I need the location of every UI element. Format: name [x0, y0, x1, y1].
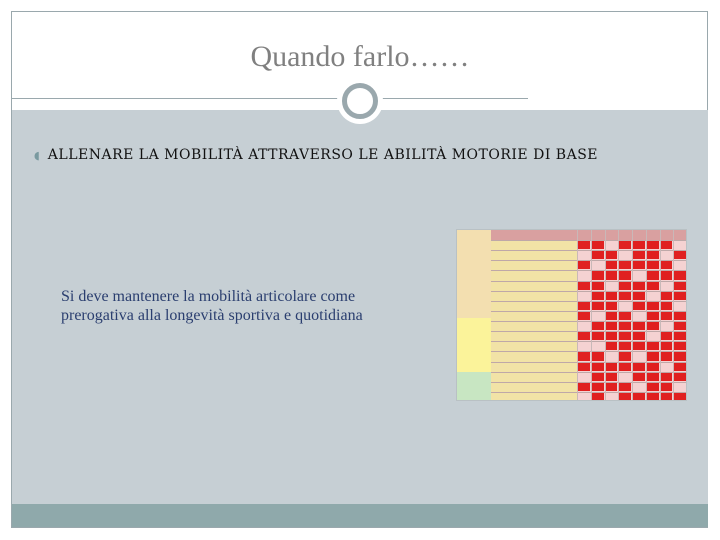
table-cell [578, 282, 590, 290]
table-cell [592, 292, 604, 300]
table-group-a [457, 230, 491, 318]
table-cell [661, 383, 673, 391]
table-column-line [632, 230, 633, 401]
table-cell [647, 261, 659, 269]
table-cell [633, 292, 645, 300]
table-cell [619, 363, 631, 371]
table-cell [592, 241, 604, 249]
table-cell [619, 322, 631, 330]
table-row-line [491, 331, 687, 332]
bullet-text: ALLENARE LA MOBILITÀ ATTRAVERSO LE ABILITÀ MOTORIE DI BASE [47, 147, 599, 163]
table-cell [592, 271, 604, 279]
table-row-line [491, 311, 687, 312]
table-cell [674, 292, 686, 300]
table-cell [674, 322, 686, 330]
table-group-c [457, 372, 491, 401]
table-cell [661, 271, 673, 279]
table-cell [647, 271, 659, 279]
table-cell [647, 393, 659, 401]
table-cell [592, 302, 604, 310]
table-row-line [491, 382, 687, 383]
table-cell [578, 383, 590, 391]
table-cell [661, 312, 673, 320]
table-column-line [605, 230, 606, 401]
table-cell [619, 282, 631, 290]
table-cell [661, 393, 673, 401]
table-cell [647, 251, 659, 259]
table-row-line [491, 240, 687, 241]
table-cell [633, 393, 645, 401]
table-cell [606, 322, 618, 330]
table-cell [647, 383, 659, 391]
table-cell [661, 332, 673, 340]
table-cell [592, 383, 604, 391]
title-divider-left [12, 98, 340, 99]
ring-ornament-icon [337, 78, 383, 124]
table-cell [647, 373, 659, 381]
table-cell [619, 312, 631, 320]
table-header-row [491, 230, 687, 240]
table-row-line [491, 291, 687, 292]
table-cell [674, 363, 686, 371]
table-cell [606, 383, 618, 391]
table-cell [633, 282, 645, 290]
table-cell [619, 352, 631, 360]
table-cell [606, 332, 618, 340]
table-cell [674, 373, 686, 381]
table-row-line [491, 270, 687, 271]
table-cell [619, 393, 631, 401]
table-cell [647, 363, 659, 371]
table-cell [578, 312, 590, 320]
table-column-line [577, 230, 578, 401]
table-cell [647, 342, 659, 350]
title-divider-right [380, 98, 528, 99]
table-cell [661, 302, 673, 310]
table-cell [674, 393, 686, 401]
table-column-line [618, 230, 619, 401]
bullet-item [34, 147, 598, 163]
table-column-line [660, 230, 661, 401]
footer-bar [12, 504, 708, 527]
table-cell [674, 271, 686, 279]
table-cell [633, 261, 645, 269]
table-column-line [591, 230, 592, 401]
table-row-line [491, 351, 687, 352]
table-cell [619, 383, 631, 391]
table-cell [619, 271, 631, 279]
table-cell [619, 261, 631, 269]
table-cell [578, 261, 590, 269]
table-cell [606, 251, 618, 259]
table-row-line [491, 362, 687, 363]
table-cell [661, 292, 673, 300]
table-cell [647, 282, 659, 290]
table-cell [606, 373, 618, 381]
table-cell [606, 302, 618, 310]
table-cell [674, 342, 686, 350]
table-cell [661, 373, 673, 381]
table-cell [619, 292, 631, 300]
table-cell [619, 332, 631, 340]
table-cell [592, 322, 604, 330]
table-row-line [491, 372, 687, 373]
table-cell [674, 332, 686, 340]
slide-title: Quando farlo…… [250, 40, 470, 73]
table-cell [647, 241, 659, 249]
table-cell [592, 393, 604, 401]
table-row-line [491, 392, 687, 393]
table-row-line [491, 250, 687, 251]
table-cell [647, 312, 659, 320]
abilities-table-image [456, 229, 687, 401]
table-row-line [491, 321, 687, 322]
table-cell [647, 322, 659, 330]
table-cell [661, 261, 673, 269]
table-cell [606, 363, 618, 371]
sub-text: Si deve mantenere la mobilità articolare come prerogativa alla longevità sportiva e quotidiana [61, 288, 363, 324]
table-cell [661, 241, 673, 249]
table-cell [606, 292, 618, 300]
table-row-line [491, 260, 687, 261]
table-cell [592, 251, 604, 259]
table-row-line [491, 341, 687, 342]
table-cell [633, 332, 645, 340]
table-cell [606, 261, 618, 269]
table-cell [619, 342, 631, 350]
table-cell [674, 352, 686, 360]
table-cell [592, 373, 604, 381]
table-cell [578, 302, 590, 310]
table-cell [633, 251, 645, 259]
table-cell [606, 342, 618, 350]
table-cell [674, 251, 686, 259]
table-cell [661, 342, 673, 350]
table-cell [633, 363, 645, 371]
table-cell [578, 332, 590, 340]
table-column-line [646, 230, 647, 401]
table-cell [633, 373, 645, 381]
table-cell [647, 352, 659, 360]
table-cell [674, 312, 686, 320]
table-row-line [491, 301, 687, 302]
table-cell [606, 312, 618, 320]
table-cell [674, 282, 686, 290]
table-cell [633, 322, 645, 330]
table-cell [592, 332, 604, 340]
table-row-line [491, 281, 687, 282]
bullet-icon: ◖ [34, 148, 40, 162]
table-cell [592, 363, 604, 371]
table-cell [592, 282, 604, 290]
table-cell [578, 363, 590, 371]
table-cell [578, 241, 590, 249]
table-cell [592, 352, 604, 360]
table-column-line [673, 230, 674, 401]
table-cell [633, 342, 645, 350]
table-cell [661, 352, 673, 360]
table-cell [606, 271, 618, 279]
table-cell [633, 302, 645, 310]
table-group-b [457, 318, 491, 372]
table-cell [578, 352, 590, 360]
table-cell [619, 241, 631, 249]
table-cell [647, 302, 659, 310]
table-cell [633, 241, 645, 249]
